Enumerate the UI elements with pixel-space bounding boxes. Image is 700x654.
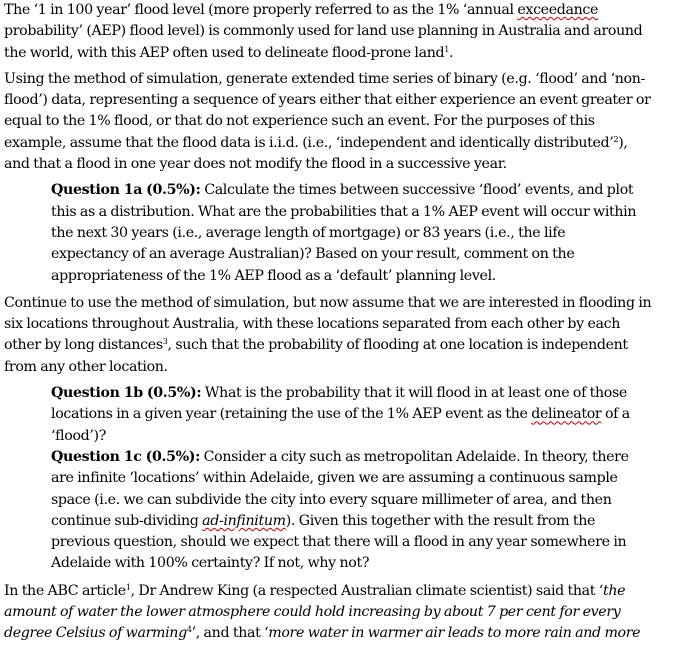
intro-paragraph: [4, 0, 652, 64]
simulation-text-1: Using the method of simulation, generate extended time series of binary (e.g. ‘flood’ and ‘non-flood’) data, representing a sequence of years either that either experience an event greater or equal to the 1% flood, or that do not experience such an event. For the purposes of this example, assume that the flood data is i.i.d. (i.e., ‘independent and identically distributed’: [4, 70, 651, 151]
intro-text-2: probability’ (AEP) flood level) is commonly used for land use planning in Australia and around the world, with this AEP often used to delineate flood-prone land: [4, 23, 643, 61]
intro-text-1: The ‘1 in 100 year’ flood level (more properly referred to as the 1% ‘annual: [4, 2, 518, 18]
locations-paragraph: [4, 293, 652, 378]
intro-text-3: .: [448, 44, 454, 61]
footnote-ref-3[interactable]: 3: [162, 337, 168, 347]
spell-flag-delineator[interactable]: delineator: [531, 406, 602, 423]
question-1b-label: Question 1b (0.5%):: [51, 385, 202, 402]
locations-text-2: , such that the probability of flooding at one location is independent from any other location.: [4, 337, 628, 375]
question-1b: [51, 383, 645, 447]
question-1c-label: Question 1c (0.5%):: [51, 448, 200, 465]
abc-text-1: In the ABC article: [4, 582, 126, 599]
footnote-ref-4[interactable]: 4: [186, 625, 192, 635]
question-1c: [51, 447, 645, 575]
footnote-ref-1[interactable]: 1: [444, 44, 449, 54]
abc-text-3: ’, and that ‘: [191, 625, 269, 642]
locations-text-1: Continue to use the method of simulation, but now assume that we are interested in flooding in six locations throughout Australia, with these locations separated from each other by each other by long distances: [4, 294, 652, 354]
simulation-paragraph: [4, 69, 652, 175]
abc-article-paragraph: [4, 581, 652, 645]
abc-quote-1: the amount of water the lower atmosphere could hold increasing by about 7 per cent for every degree Celsius of warming: [4, 582, 626, 642]
document-page: [4, 0, 652, 650]
question-1a: [51, 180, 645, 286]
question-1b-text-1: What is the probability that it will flood in at least one of those locations in a given year (retaining the use of the 1% AEP event as the: [51, 385, 627, 423]
footnote-ref-1b[interactable]: 1: [125, 582, 131, 592]
abc-quote-2: more water in warmer air leads to more rain and more: [268, 625, 641, 642]
question-1a-label: Question 1a (0.5%):: [51, 182, 201, 199]
spell-flag-ad-infinitum[interactable]: ad-infinitum: [202, 512, 286, 529]
abc-text-2: , Dr Andrew King (a respected Australian climate scientist) said that ‘: [130, 582, 603, 599]
question-1b-1c-block: [51, 383, 645, 575]
question-1c-text-1: Consider a city such as metropolitan Adelaide. In theory, there are infinite ‘locations’ within Adelaide, given we are assuming a continuous sample space (i.e. we can subdivide the city into every square millimeter of area, and then continue sub-dividing: [51, 448, 629, 529]
question-1a-text: Calculate the times between successive ‘flood’ events, and plot this as a distribution. What are the probabilities that a 1% AEP event will occur within the next 30 years (i.e., average length of mortgage) or 83 years (i.e., the life expectancy of an average Australian)? Based on your result, comment on the appropriateness of the 1% AEP flood as a ‘default’ planning level.: [51, 182, 637, 284]
simulation-text-2: ), and that a flood in one year does not modify the flood in a successive year.: [4, 134, 628, 173]
question-1c-text-2: ). Given this together with the result from the previous question, should we expect that there will a flood in any year somewhere in Adelaide with 100% certainty? If not, why not?: [51, 512, 627, 572]
question-1b-text-2: of a ‘flood’)?: [51, 406, 630, 444]
footnote-ref-2[interactable]: 2: [613, 134, 619, 144]
spell-flag-exceedance[interactable]: exceedance: [517, 2, 599, 18]
